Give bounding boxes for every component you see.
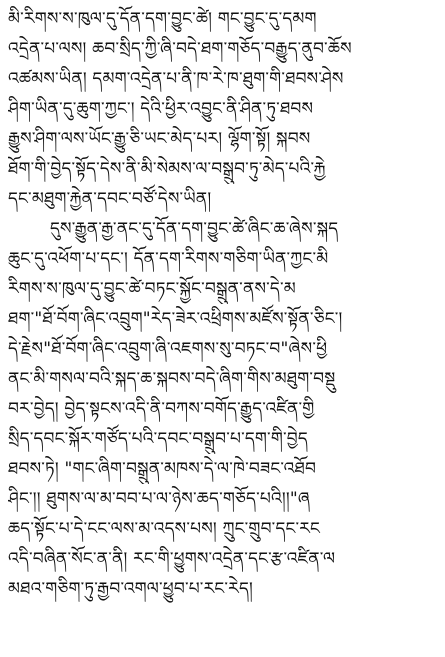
text-line: ནང་མི་གསལ་བའི་སྐད་ཆ་སྐབས་བདེ་ཞིག་གིས་མཐུག་བསྡུ — [8, 369, 336, 389]
text-line: ཆད་སྟོང་པ་དེ་ངང་ལས་མ་འདས་པས། ཀྲུང་གྲུབ་དང་རང — [8, 519, 321, 539]
text-line: ཆུང་དུ་འཕོག་པ་དང་། དོན་དག་རིགས་གཅིག་ཡིན་ཀྱང་མི — [8, 249, 329, 269]
paragraph-2 — [8, 214, 439, 604]
text-line: དེ་རྗེས"ཐོ་བོག་ཞིང་འབྲུག་ཞི་འཇགས་སུ་བཏང་བ"ཞེས་ཕྱི — [8, 339, 328, 359]
text-line: འདི་བཞིན་སོང་ན་ནི། རང་གི་ཕྱུགས་འདྲེན་དང་རྩ་འཛིན་ལ — [8, 549, 336, 569]
text-line: རྒྱུས་ཤིག་ལས་ཡོང་རྒྱུ་ཅི་ཡང་མེད་པར། ལྷོག་སྟོ། སྐབས — [8, 129, 311, 149]
text-line: མི་རིགས་ས་ཁུལ་དུ་དོན་དག་བྱུང་ཚེ། གང་བྱུང་དུ་དམག — [8, 9, 317, 29]
text-line: འཚམས་ཡིན། དམག་འདྲེན་པ་ནི་ཁ་རེ་ཁ་ཐུག་གི་ཐབས་ཤེས — [8, 69, 344, 89]
paragraph-1 — [8, 4, 439, 214]
text-line: སྲིད་དབང་སྐོར་གཙོད་པའི་དབང་བསྒྲུབ་པ་དག་གི་བྱེད — [8, 429, 308, 449]
text-line: རིགས་ས་ཁུལ་དུ་བྱུང་ཚེ་བཏང་སྐྱོང་བསྒྲུན་ནས་དེ་མ — [8, 279, 296, 299]
text-line: ཐབས་ཏེ། "གང་ཞིག་བསྒྲུན་མཁས་དེ་ལ་ཁེ་བཟང་འཐོབ — [8, 459, 317, 479]
text-line: འདྲེན་པ་ལས། ཆབ་སྲིད་ཀྱི་ཞི་བདེ་ཐག་གཅོད་བརྒྱུད་ནུབ་ཆོས — [8, 39, 352, 59]
text-line: ཤིང་།། ཐུགས་ལ་མ་བབ་པ་ལ་ཉེས་ཆད་གཅོད་པའི།།"ཞ — [8, 489, 310, 509]
text-line: ཤིག་ཡིན་དུ་ཆུག་ཀྱང་། དེའི་ཕྱིར་འབྱུང་ནི་ཤིན་ཏུ་ཐབས — [8, 99, 314, 119]
text-line: དུས་རྒྱུན་རྒྱ་ནང་དུ་དོན་དག་བྱུང་ཚེ་ཞིང་ཆ་ཞེས་སྐད — [50, 219, 339, 239]
text-line: མཐའ་གཅིག་ཏུ་རྒྱབ་འགལ་ཕྱུབ་པ་རང་རེད། — [8, 579, 253, 599]
text-line: ཐག་"ཐོ་བོག་ཞིང་འབྲུག"རེད་ཟེར་འཕྲིགས་མཛོས་སྟོན་ཅིང་། — [8, 309, 343, 329]
text-line: དང་མཐུག་རྐྱེན་དབང་བཙོ་དེས་ཡིན། — [8, 189, 212, 209]
text-line: བར་བྱེད། བྱེད་སྟངས་འདི་ནི་བཀས་བགོད་རྒྱུད་འཛིན་གྱི — [8, 399, 315, 419]
text-line: ཐོག་གི་བྱེད་སྟོད་དེས་ནི་མི་སེམས་ལ་བསྒྲུབ་ཏུ་མེད་པའི་རྐྱེ — [8, 159, 326, 179]
